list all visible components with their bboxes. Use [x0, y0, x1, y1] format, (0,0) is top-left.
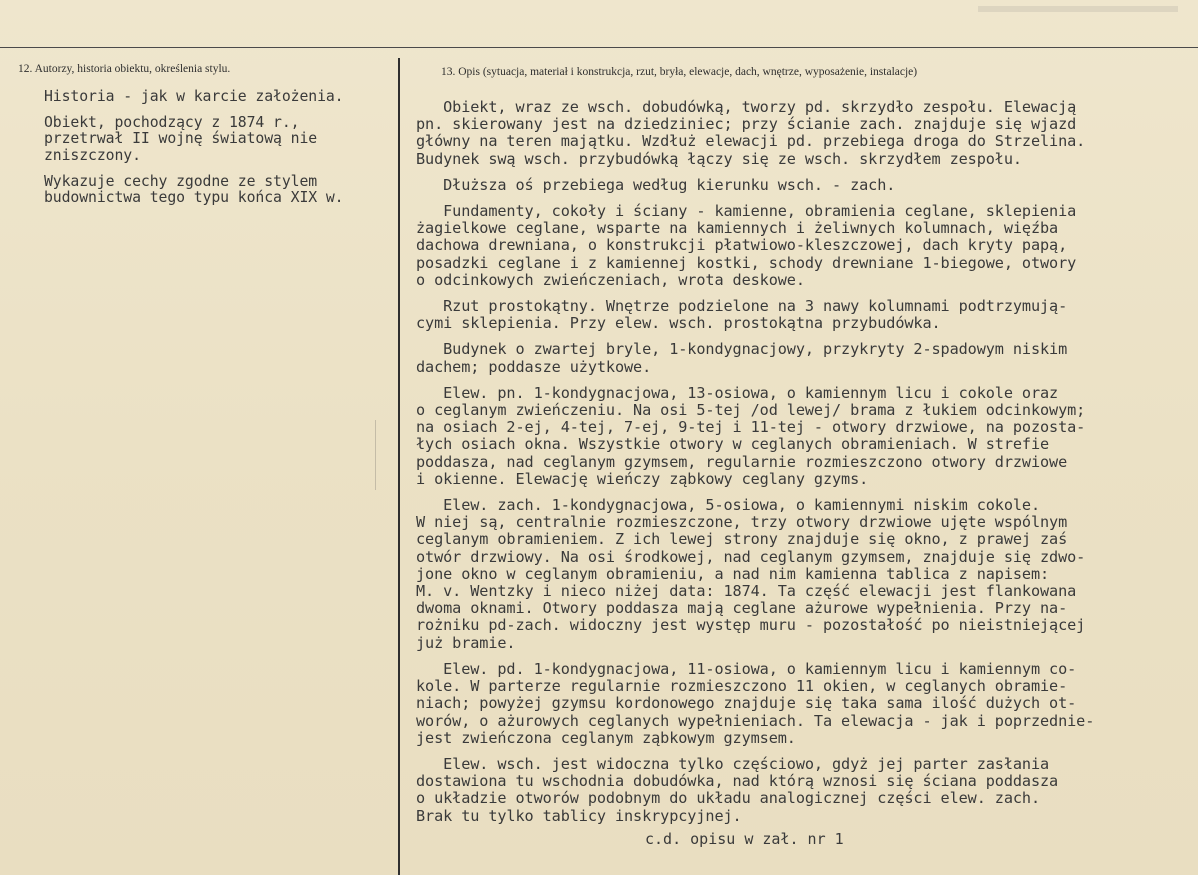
description-paragraph: Elew. zach. 1-kondygnacjowa, 5-osiowa, o kamiennymi niskim cokole. W niej są, centralnie rozmieszczone, trzy otwory drzwiowe ujęte wspólnym ceglanym obramieniem. Z ich lewej strony znajduje się okno, z prawej zaś otwór drzwiowy. Na osi środkowej, nad ceglanym gzymsem, znajduje się zdwo- jone okno w ceglanym obramieniu, a nad nim kamienna tablica z napisem: M. v. Wentzky i nieco niżej data: 1874. Ta część elewacji jest flankowana dwoma oknami. Otwory poddasza mają ceglane ażurowe wypełnienia. Przy na- rożniku pd-zach. widoczny jest występ muru - pozostałość po nieistniejącej już bramie.: [416, 496, 1086, 652]
description-paragraph: Fundamenty, cokoły i ściany - kamienne, obramienia ceglane, sklepienia żagielkowe ceglane, wsparte na kamiennych i żeliwnych kolumnach, więźba dachowa drewniana, o konstrukcji płatwiowo-kleszczowej, dach kryty papą, posadzki ceglane i z kamiennej kostki, schody drewniane 1-biegowe, otwory o odcinkowych zwieńczeniach, wrota deskowe.: [416, 202, 1077, 289]
form-top-rule: [0, 47, 1198, 48]
description-paragraph: Elew. pn. 1-kondygnacjowa, 13-osiowa, o kamiennym licu i cokole oraz o ceglanym zwieńczeniu. Na osi 5-tej /od lewej/ brama z łukiem odcinkowym; na osiach 2-ej, 4-tej, 7-ej, 9-tej i 11-tej - otwory drzwiowe, na pozosta- łych osiach okna. Wszystkie otwory w ceglanych obramieniach. W strefie poddasza, nad ceglanym gzymsem, regularnie rozmieszczono otwory drzwiowe i okienne. Elewację wieńczy ząbkowy ceglany gzyms.: [416, 383, 1086, 488]
origin-paragraph: Obiekt, pochodzący z 1874 r., przetrwał II wojnę światową nie zniszczony.: [44, 114, 318, 164]
column-divider: [398, 58, 400, 875]
description-paragraph: Obiekt, wraz ze wsch. dobudówką, tworzy pd. skrzydło zespołu. Elewacją pn. skierowany jest na dziedziniec; przy ścianie zach. znajduje się wjazd główny na teren majątku. Wzdłuż elewacji pd. przebiega droga do Strzelina. Budynek swą wsch. przybudówką łączy się ze wsch. skrzydłem zespołu.: [416, 98, 1086, 168]
section-13-label: 13. Opis (sytuacja, materiał i konstrukcja, rzut, bryła, elewacje, dach, wnętrze, wyposażenie, instalacje): [441, 66, 918, 78]
history-paragraph: Historia - jak w karcie założenia.: [44, 88, 344, 105]
description-paragraph: Budynek o zwartej bryle, 1-kondygnacjowy, przykryty 2-spadowym niskim dachem; poddasze użytkowe.: [416, 340, 1068, 376]
section-12-body: [44, 89, 394, 206]
description-paragraph: Elew. pd. 1-kondygnacjowa, 11-osiowa, o kamiennym licu i kamiennym co- kole. W parterze regularnie rozmieszczono 11 okien, w ceglanych obramie- niach; powyżej gzymsu kordonowego znajduje się taka sama ilość dużych ot- worów, o ażurowych ceglanych wypełnieniach. Ta elewacja - jak i poprzednie- jest zwieńczona ceglanym ząbkowym gzymsem.: [416, 659, 1095, 747]
section-13-body: [416, 99, 1196, 825]
continuation-note: c.d. opisu w zał. nr 1: [645, 830, 844, 848]
style-paragraph: Wykazuje cechy zgodne ze stylem budownictwa tego typu końca XIX w.: [44, 172, 344, 207]
faded-header-text: [978, 6, 1178, 12]
faint-guide-line: [375, 420, 376, 490]
section-12-label: 12. Autorzy, historia obiektu, określenia stylu.: [18, 63, 231, 75]
description-paragraph: Dłuższa oś przebiega według kierunku wsch. - zach.: [416, 175, 896, 194]
description-paragraph: Elew. wsch. jest widoczna tylko częściowo, gdyż jej parter zasłania dostawiona tu wschodnia dobudówka, nad którą wznosi się ściana poddasza o układzie otworów podobnym do układu analogicznej części elew. zach. Brak tu tylko tablicy inskrypcyjnej.: [416, 754, 1059, 825]
description-paragraph: Rzut prostokątny. Wnętrze podzielone na 3 nawy kolumnami podtrzymują- cymi sklepienia. Przy elew. wsch. prostokątna przybudówka.: [416, 297, 1068, 333]
